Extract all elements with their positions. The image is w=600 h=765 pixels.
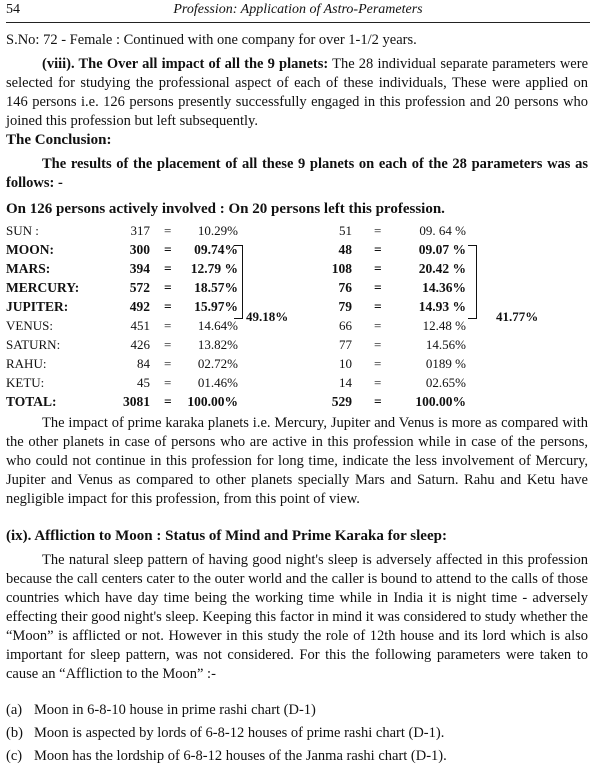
equals-cell: = — [164, 318, 172, 333]
bracket-total-active: 49.18% — [246, 309, 289, 324]
table-row — [6, 241, 596, 260]
equals-cell: = — [164, 375, 172, 390]
equals-cell: = — [374, 318, 382, 333]
planet-cell: JUPITER: — [6, 299, 69, 314]
table-heading: On 126 persons actively involved : On 20 persons left this profession. — [6, 201, 445, 217]
bracket-left — [468, 245, 477, 319]
section-8-heading: (viii). The Over all impact of all the 9 planets: — [42, 56, 329, 72]
planet-cell: KETU: — [6, 375, 45, 390]
bracket-active — [234, 245, 243, 319]
count-left-cell: 79 — [338, 299, 352, 314]
percent-active-cell: 15.97% — [194, 299, 238, 314]
table-row — [6, 260, 596, 279]
planet-cell: VENUS: — [6, 318, 53, 333]
count-left-cell: 77 — [339, 337, 352, 352]
count-left-cell: 14 — [339, 375, 352, 390]
table-row — [6, 279, 596, 298]
list-item-text: Moon in 6-8-10 house in prime rashi chart (D-1) — [34, 702, 316, 718]
section-8-text: The 28 individual separate parameters were selected for studying the professional aspect of each of these individuals, These were applied on 146 persons i.e. 126 persons presently successfully engaged in this profession and 20 persons who joined this profession but left subsequently. — [6, 56, 588, 129]
percent-active-cell: 10.29% — [197, 223, 238, 238]
percent-active-cell: 02.72% — [197, 356, 238, 371]
conclusion-heading: The Conclusion: — [6, 132, 112, 148]
percent-left-cell: 14.93 % — [418, 299, 466, 314]
planet-cell: MERCURY: — [6, 280, 80, 295]
percent-active-cell: 100.00% — [187, 394, 238, 409]
count-left-cell: 108 — [331, 261, 352, 276]
table-row — [6, 393, 596, 412]
planet-results-table — [6, 222, 596, 412]
running-title: Profession: Application of Astro-Perameters — [173, 2, 423, 17]
list-item-label: (b) — [6, 725, 23, 741]
equals-cell: = — [374, 356, 382, 371]
equals-cell: = — [374, 261, 382, 276]
equals-cell: = — [374, 242, 382, 257]
percent-left-cell: 14.36% — [422, 280, 466, 295]
count-active-cell: 300 — [129, 242, 150, 257]
equals-cell: = — [164, 280, 172, 295]
equals-cell: = — [374, 280, 382, 295]
planet-cell: RAHU: — [6, 356, 47, 371]
equals-cell: = — [164, 223, 172, 238]
equals-cell: = — [374, 375, 382, 390]
count-left-cell: 66 — [339, 318, 352, 333]
planet-cell: SATURN: — [6, 337, 61, 352]
planet-cell: MARS: — [6, 261, 51, 276]
percent-active-cell: 01.46% — [197, 375, 238, 390]
percent-left-cell: 0189 % — [425, 356, 466, 371]
impact-paragraph: The impact of prime karaka planets i.e. Mercury, Jupiter and Venus is more as compared with the other planets in case of persons who are active in this profession while in case of the persons, who could not continue in this profession for long time, indicate the less involvement of Mercury, Jupiter and Venus as compared to other planets specially Mars and Saturn. Rahu and Ketu have negligible impact for this profession, from this point of view. — [6, 415, 588, 507]
count-active-cell: 394 — [129, 261, 150, 276]
count-active-cell: 572 — [129, 280, 150, 295]
percent-left-cell: 02.65% — [425, 375, 466, 390]
count-left-cell: 51 — [339, 223, 352, 238]
planet-cell: SUN : — [6, 223, 39, 238]
percent-active-cell: 12.79 % — [190, 261, 238, 276]
percent-left-cell: 12.48 % — [422, 318, 466, 333]
list-item-label: (c) — [6, 748, 23, 764]
equals-cell: = — [374, 337, 382, 352]
sleep-paragraph: The natural sleep pattern of having good night's sleep is adversely affected in this profession because the call centers cater to the outer world and the caller is bound to attend to the calls of those countries which have day time being the working time while in India it is night time - adversely effecting their good night's sleep. Keeping this factor in mind it was considered to study whether the “Moon” is afflicted or not. However in this study the role of 12th house and its lord which is also important for sleep pattern, was not considered. For this the following parameters were taken to cause an “Affliction to the Moon” :- — [6, 552, 588, 682]
equals-cell: = — [164, 261, 172, 276]
percent-left-cell: 09. 64 % — [419, 223, 466, 238]
equals-cell: = — [164, 337, 172, 352]
table-row — [6, 336, 596, 355]
conclusion-text: The results of the placement of all these 9 planets on each of the 28 parameters was as follows: - — [6, 156, 588, 191]
count-left-cell: 529 — [331, 394, 352, 409]
section-8-paragraph — [6, 55, 588, 131]
count-active-cell: 451 — [130, 318, 150, 333]
percent-active-cell: 14.64% — [197, 318, 238, 333]
count-active-cell: 317 — [130, 223, 150, 238]
equals-cell: = — [164, 242, 172, 257]
percent-left-cell: 14.56% — [425, 337, 466, 352]
equals-cell: = — [374, 299, 382, 314]
percent-active-cell: 13.82% — [197, 337, 238, 352]
count-active-cell: 3081 — [123, 394, 150, 409]
section-9-heading: (ix). Affliction to Moon : Status of Mind and Prime Karaka for sleep: — [6, 528, 447, 544]
count-left-cell: 10 — [339, 356, 352, 371]
percent-left-cell: 100.00% — [415, 394, 466, 409]
count-active-cell: 426 — [130, 337, 150, 352]
list-item-text: Moon has the lordship of 6-8-12 houses of the Janma rashi chart (D-1). — [34, 748, 447, 764]
list-item-label: (a) — [6, 702, 23, 718]
bracket-total-left: 41.77% — [496, 309, 539, 324]
list-item-text: Moon is aspected by lords of 6-8-12 houses of prime rashi chart (D-1). — [34, 725, 445, 741]
percent-left-cell: 20.42 % — [418, 261, 466, 276]
table-row — [6, 355, 596, 374]
planet-cell: MOON: — [6, 242, 54, 257]
count-left-cell: 48 — [338, 242, 352, 257]
table-row — [6, 222, 596, 241]
percent-active-cell: 18.57% — [194, 280, 238, 295]
table-row — [6, 374, 596, 393]
equals-cell: = — [374, 394, 382, 409]
count-left-cell: 76 — [338, 280, 352, 295]
count-active-cell: 84 — [137, 356, 150, 371]
count-active-cell: 45 — [137, 375, 150, 390]
planet-cell: TOTAL: — [6, 394, 57, 409]
equals-cell: = — [164, 299, 172, 314]
equals-cell: = — [374, 223, 382, 238]
percent-left-cell: 09.07 % — [418, 242, 466, 257]
equals-cell: = — [164, 356, 172, 371]
equals-cell: = — [164, 394, 172, 409]
percent-active-cell: 09.74% — [194, 242, 238, 257]
page-number: 54 — [6, 2, 20, 17]
intro-line: S.No: 72 - Female : Continued with one company for over 1-1/2 years. — [6, 32, 417, 48]
count-active-cell: 492 — [129, 299, 150, 314]
page-header — [6, 0, 590, 23]
